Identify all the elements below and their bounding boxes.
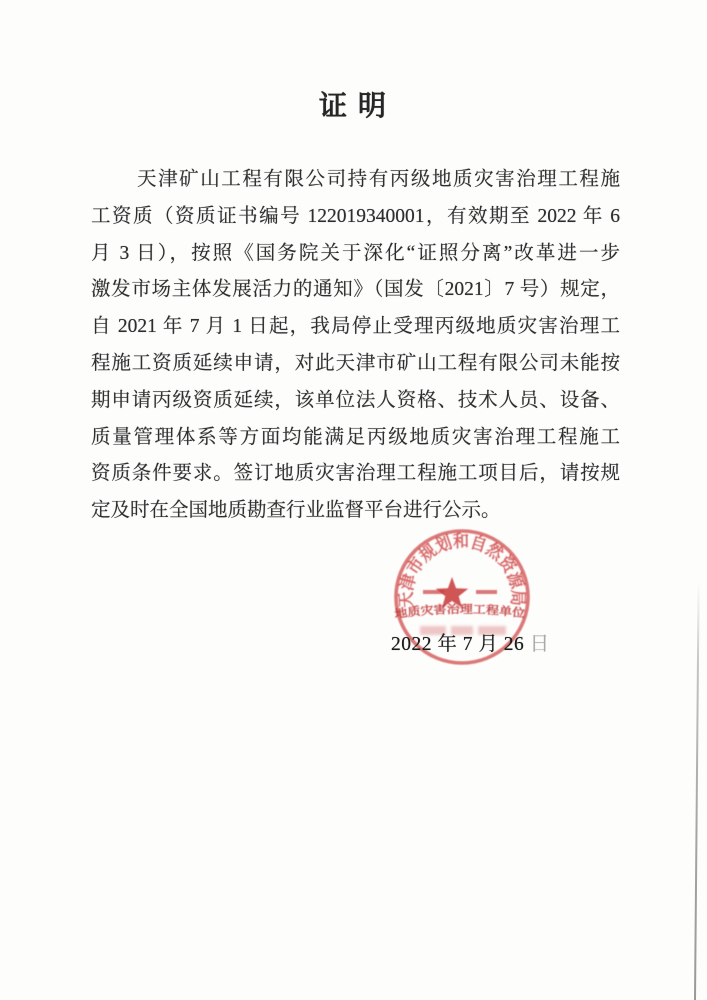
body-line: 程施工资质延续申请，对此天津市矿山工程有限公司未能按 — [91, 352, 620, 374]
document-title: 证 明 — [318, 91, 388, 122]
svg-text:天津市规划和自然资源局 — [396, 531, 528, 608]
seal-ring-text: 天津市规划和自然资源局 — [395, 530, 529, 609]
body-line: 月 3 日），按照《国务院关于深化“证照分离”改革进一步 — [91, 242, 620, 264]
body-line: 工资质（资质证书编号 122019340001，有效期至 2022 年 6 — [91, 205, 620, 227]
body-line: 激发市场主体发展活力的通知》（国发〔2021〕7 号）规定， — [91, 279, 620, 301]
body-line: 资质条件要求。签订地质灾害治理工程施工项目后，请按规 — [91, 463, 620, 485]
body-line: 期申请丙级资质延续，该单位法人资格、技术人员、设备、 — [91, 389, 620, 411]
seal-inner-text: 地质灾害治理工程单位 — [393, 603, 525, 621]
date-text: 2022 年 7 月 26 — [391, 634, 530, 655]
document-body — [91, 162, 620, 530]
body-line: 定及时在全国地质勘查行业监督平台进行公示。 — [91, 500, 501, 522]
date-last-char: 日 — [529, 634, 550, 655]
document-date — [391, 628, 550, 656]
body-line: 质量管理体系等方面均能满足丙级地质灾害治理工程施工 — [91, 426, 620, 448]
scan-artifact-line — [694, 582, 700, 1000]
body-line: 自 2021 年 7 月 1 日起，我局停止受理丙级地质灾害治理工 — [91, 316, 620, 338]
body-line: 天津矿山工程有限公司持有丙级地质灾害治理工程施 — [137, 169, 620, 190]
